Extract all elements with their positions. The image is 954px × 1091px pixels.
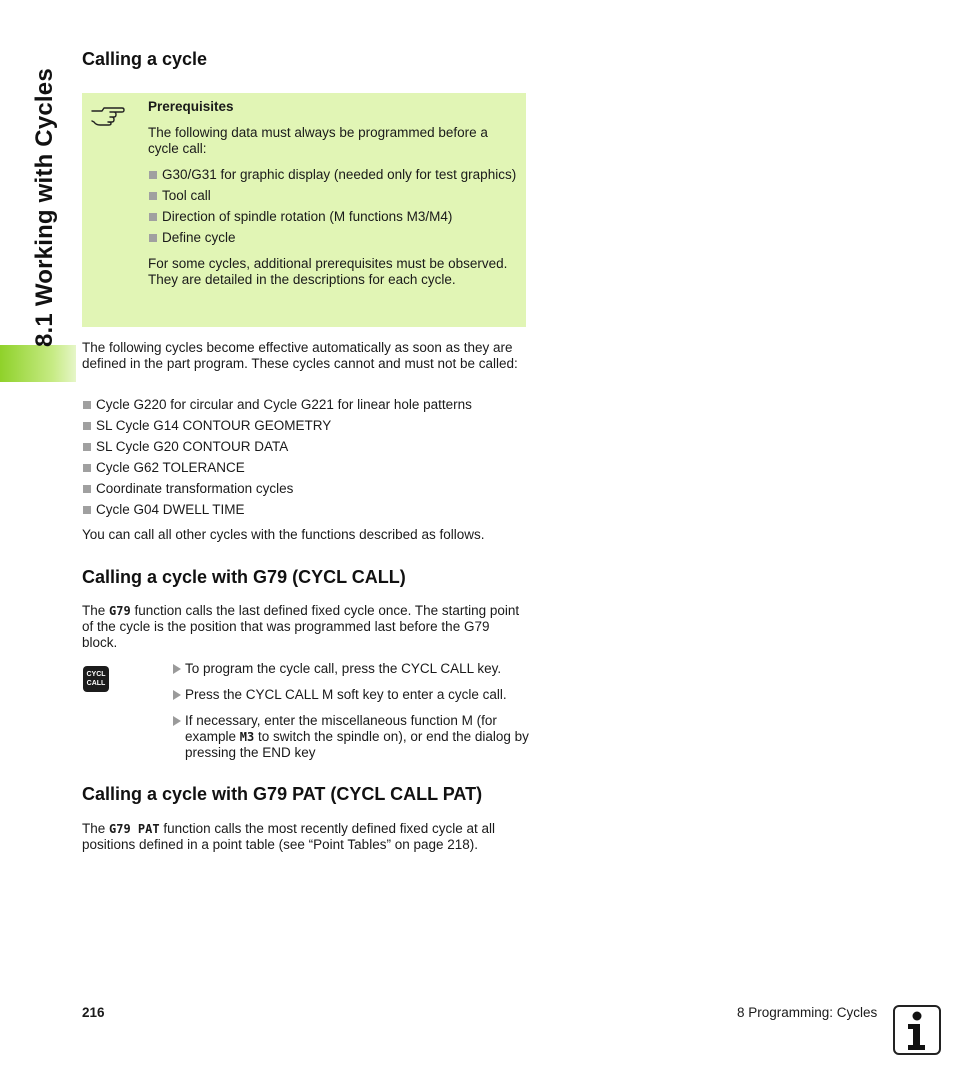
code-m3: M3 bbox=[239, 730, 255, 744]
chapter-footer-label: 8 Programming: Cycles bbox=[737, 1005, 878, 1020]
auto-cycles-intro: The following cycles become effective automatically as soon as they are defined in the part program. These cycles cannot and must not be called: bbox=[82, 340, 518, 371]
key-label-line1: CYCL bbox=[86, 671, 106, 678]
heading-calling-a-cycle: Calling a cycle bbox=[82, 49, 208, 69]
g79-pat-description bbox=[82, 821, 527, 853]
g79-description bbox=[82, 603, 527, 651]
prerequisites-note bbox=[82, 93, 526, 327]
list-item: Define cycle bbox=[148, 230, 518, 246]
info-icon bbox=[893, 1005, 941, 1055]
key-label-line2: CALL bbox=[86, 680, 106, 687]
text-span: The bbox=[82, 821, 110, 836]
note-title: Prerequisites bbox=[148, 99, 234, 114]
code-g79: G79 bbox=[109, 604, 131, 618]
step-item bbox=[172, 713, 532, 761]
chapter-side-tab bbox=[0, 0, 76, 382]
chapter-side-title: 8.1 Working with Cycles bbox=[31, 68, 58, 347]
step-item: To program the cycle call, press the CYCL CALL key. bbox=[172, 661, 532, 677]
list-item: Coordinate transformation cycles bbox=[82, 481, 527, 497]
note-intro: The following data must always be programmed before a cycle call: bbox=[148, 125, 488, 156]
cycl-call-key-icon bbox=[83, 666, 109, 692]
note-outro: For some cycles, additional prerequisites must be observed. They are detailed in the descriptions for each cycle. bbox=[148, 256, 508, 287]
page-number: 216 bbox=[82, 1005, 105, 1020]
text-span: function calls the most recently defined fixed cycle at all positions defined in a point table (see “Point Tables” on page 218). bbox=[82, 821, 496, 852]
auto-cycles-list bbox=[82, 397, 527, 523]
info-glyph-icon bbox=[895, 1007, 939, 1053]
text-span: function calls the last defined fixed cycle once. The starting point of the cycle is the position that was programmed last before the G79 block. bbox=[82, 603, 520, 650]
list-item: Cycle G04 DWELL TIME bbox=[82, 502, 527, 518]
pointing-hand-icon bbox=[90, 102, 126, 126]
text-span: The bbox=[82, 603, 110, 618]
prerequisites-list bbox=[148, 167, 518, 246]
step-item: Press the CYCL CALL M soft key to enter a cycle call. bbox=[172, 687, 532, 703]
code-g79-pat: G79 PAT bbox=[109, 822, 160, 836]
heading-g79-pat: Calling a cycle with G79 PAT (CYCL CALL PAT) bbox=[82, 784, 483, 804]
list-item: Cycle G220 for circular and Cycle G221 for linear hole patterns bbox=[82, 397, 527, 413]
heading-g79-cycl-call: Calling a cycle with G79 (CYCL CALL) bbox=[82, 567, 406, 587]
list-item: SL Cycle G20 CONTOUR DATA bbox=[82, 439, 527, 455]
text-span: If necessary, enter the miscellaneous function M (for example bbox=[185, 713, 497, 744]
cycl-call-steps bbox=[172, 661, 532, 771]
list-item: Tool call bbox=[148, 188, 518, 204]
list-item: Direction of spindle rotation (M functions M3/M4) bbox=[148, 209, 518, 225]
list-item: SL Cycle G14 CONTOUR GEOMETRY bbox=[82, 418, 527, 434]
list-item: G30/G31 for graphic display (needed only for test graphics) bbox=[148, 167, 518, 183]
text-span: to switch the spindle on), or end the dialog by pressing the END key bbox=[185, 729, 529, 760]
chapter-tab-accent bbox=[0, 345, 76, 382]
other-cycles-text: You can call all other cycles with the functions described as follows. bbox=[82, 527, 485, 542]
list-item: Cycle G62 TOLERANCE bbox=[82, 460, 527, 476]
